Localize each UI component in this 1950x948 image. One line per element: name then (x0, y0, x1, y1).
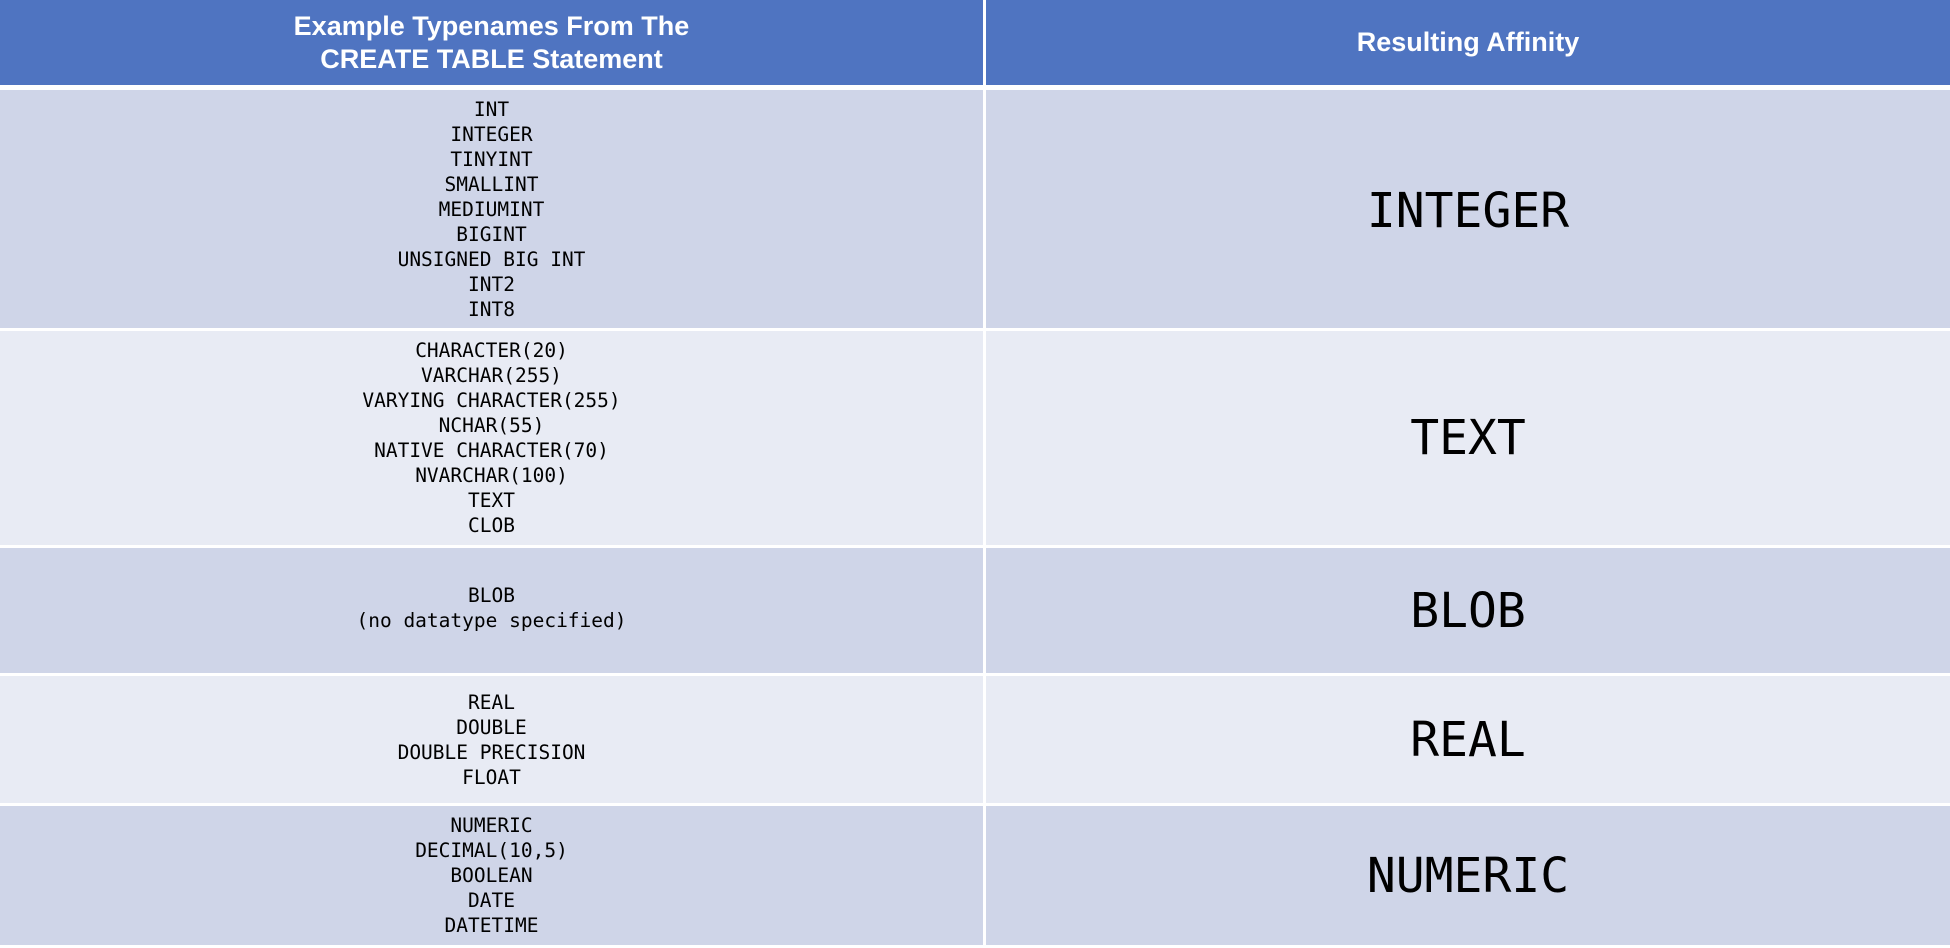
header-cell-affinity (986, 0, 1950, 85)
typenames-cell (0, 548, 983, 673)
typename: (no datatype specified) (356, 608, 627, 632)
header-affinity-label: Resulting Affinity (1356, 27, 1580, 57)
affinity-cell (986, 90, 1950, 328)
typename: TEXT (468, 489, 515, 512)
typename: TINYINT (450, 147, 533, 171)
header-cell-typenames (0, 0, 983, 85)
typename: SMALLINT (444, 172, 539, 196)
typename: BLOB (468, 583, 515, 607)
typename: NATIVE CHARACTER(70) (374, 439, 609, 462)
affinity-cell (986, 331, 1950, 545)
typenames-cell (0, 806, 983, 945)
header-typenames-line1: Example Typenames From The (293, 10, 690, 41)
typename: MEDIUMINT (438, 197, 545, 221)
affinity-cell (986, 548, 1950, 673)
affinity-value: BLOB (1410, 582, 1526, 639)
table-row-integer (0, 90, 1950, 328)
typename: FLOAT (462, 765, 521, 789)
typename: INT8 (468, 297, 515, 321)
typename: UNSIGNED BIG INT (397, 247, 586, 271)
typename: VARYING CHARACTER(255) (362, 389, 621, 412)
typename: DOUBLE PRECISION (397, 740, 586, 764)
header-typenames-line2: CREATE TABLE Statement (320, 43, 663, 74)
table-row-blob (0, 548, 1950, 673)
affinity-value: INTEGER (1366, 183, 1570, 239)
affinity-cell (986, 806, 1950, 945)
typenames-cell (0, 331, 983, 545)
table-header-row (0, 0, 1950, 85)
typename: BOOLEAN (450, 864, 533, 887)
typename: NUMERIC (450, 814, 533, 837)
typename: DOUBLE (456, 715, 527, 739)
typename: CHARACTER(20) (415, 339, 568, 362)
typename: INT (473, 97, 510, 121)
affinity-value: NUMERIC (1366, 847, 1570, 904)
typename: BIGINT (456, 222, 527, 246)
typename: VARCHAR(255) (421, 364, 562, 387)
typenames-cell (0, 90, 983, 328)
typename: CLOB (468, 514, 515, 537)
typename: INTEGER (450, 122, 533, 146)
typename: NVARCHAR(100) (415, 464, 568, 487)
affinity-value: REAL (1410, 711, 1526, 768)
table-row-real (0, 676, 1950, 803)
typename: DATE (468, 889, 515, 912)
affinity-cell (986, 676, 1950, 803)
typename: NCHAR(55) (438, 414, 545, 437)
typenames-cell (0, 676, 983, 803)
table-row-numeric (0, 806, 1950, 945)
typename: DATETIME (444, 914, 539, 937)
affinity-value: TEXT (1410, 410, 1526, 466)
typename: INT2 (468, 272, 515, 296)
typename: DECIMAL(10,5) (415, 839, 568, 862)
table-row-text (0, 331, 1950, 545)
typename: REAL (468, 690, 515, 714)
